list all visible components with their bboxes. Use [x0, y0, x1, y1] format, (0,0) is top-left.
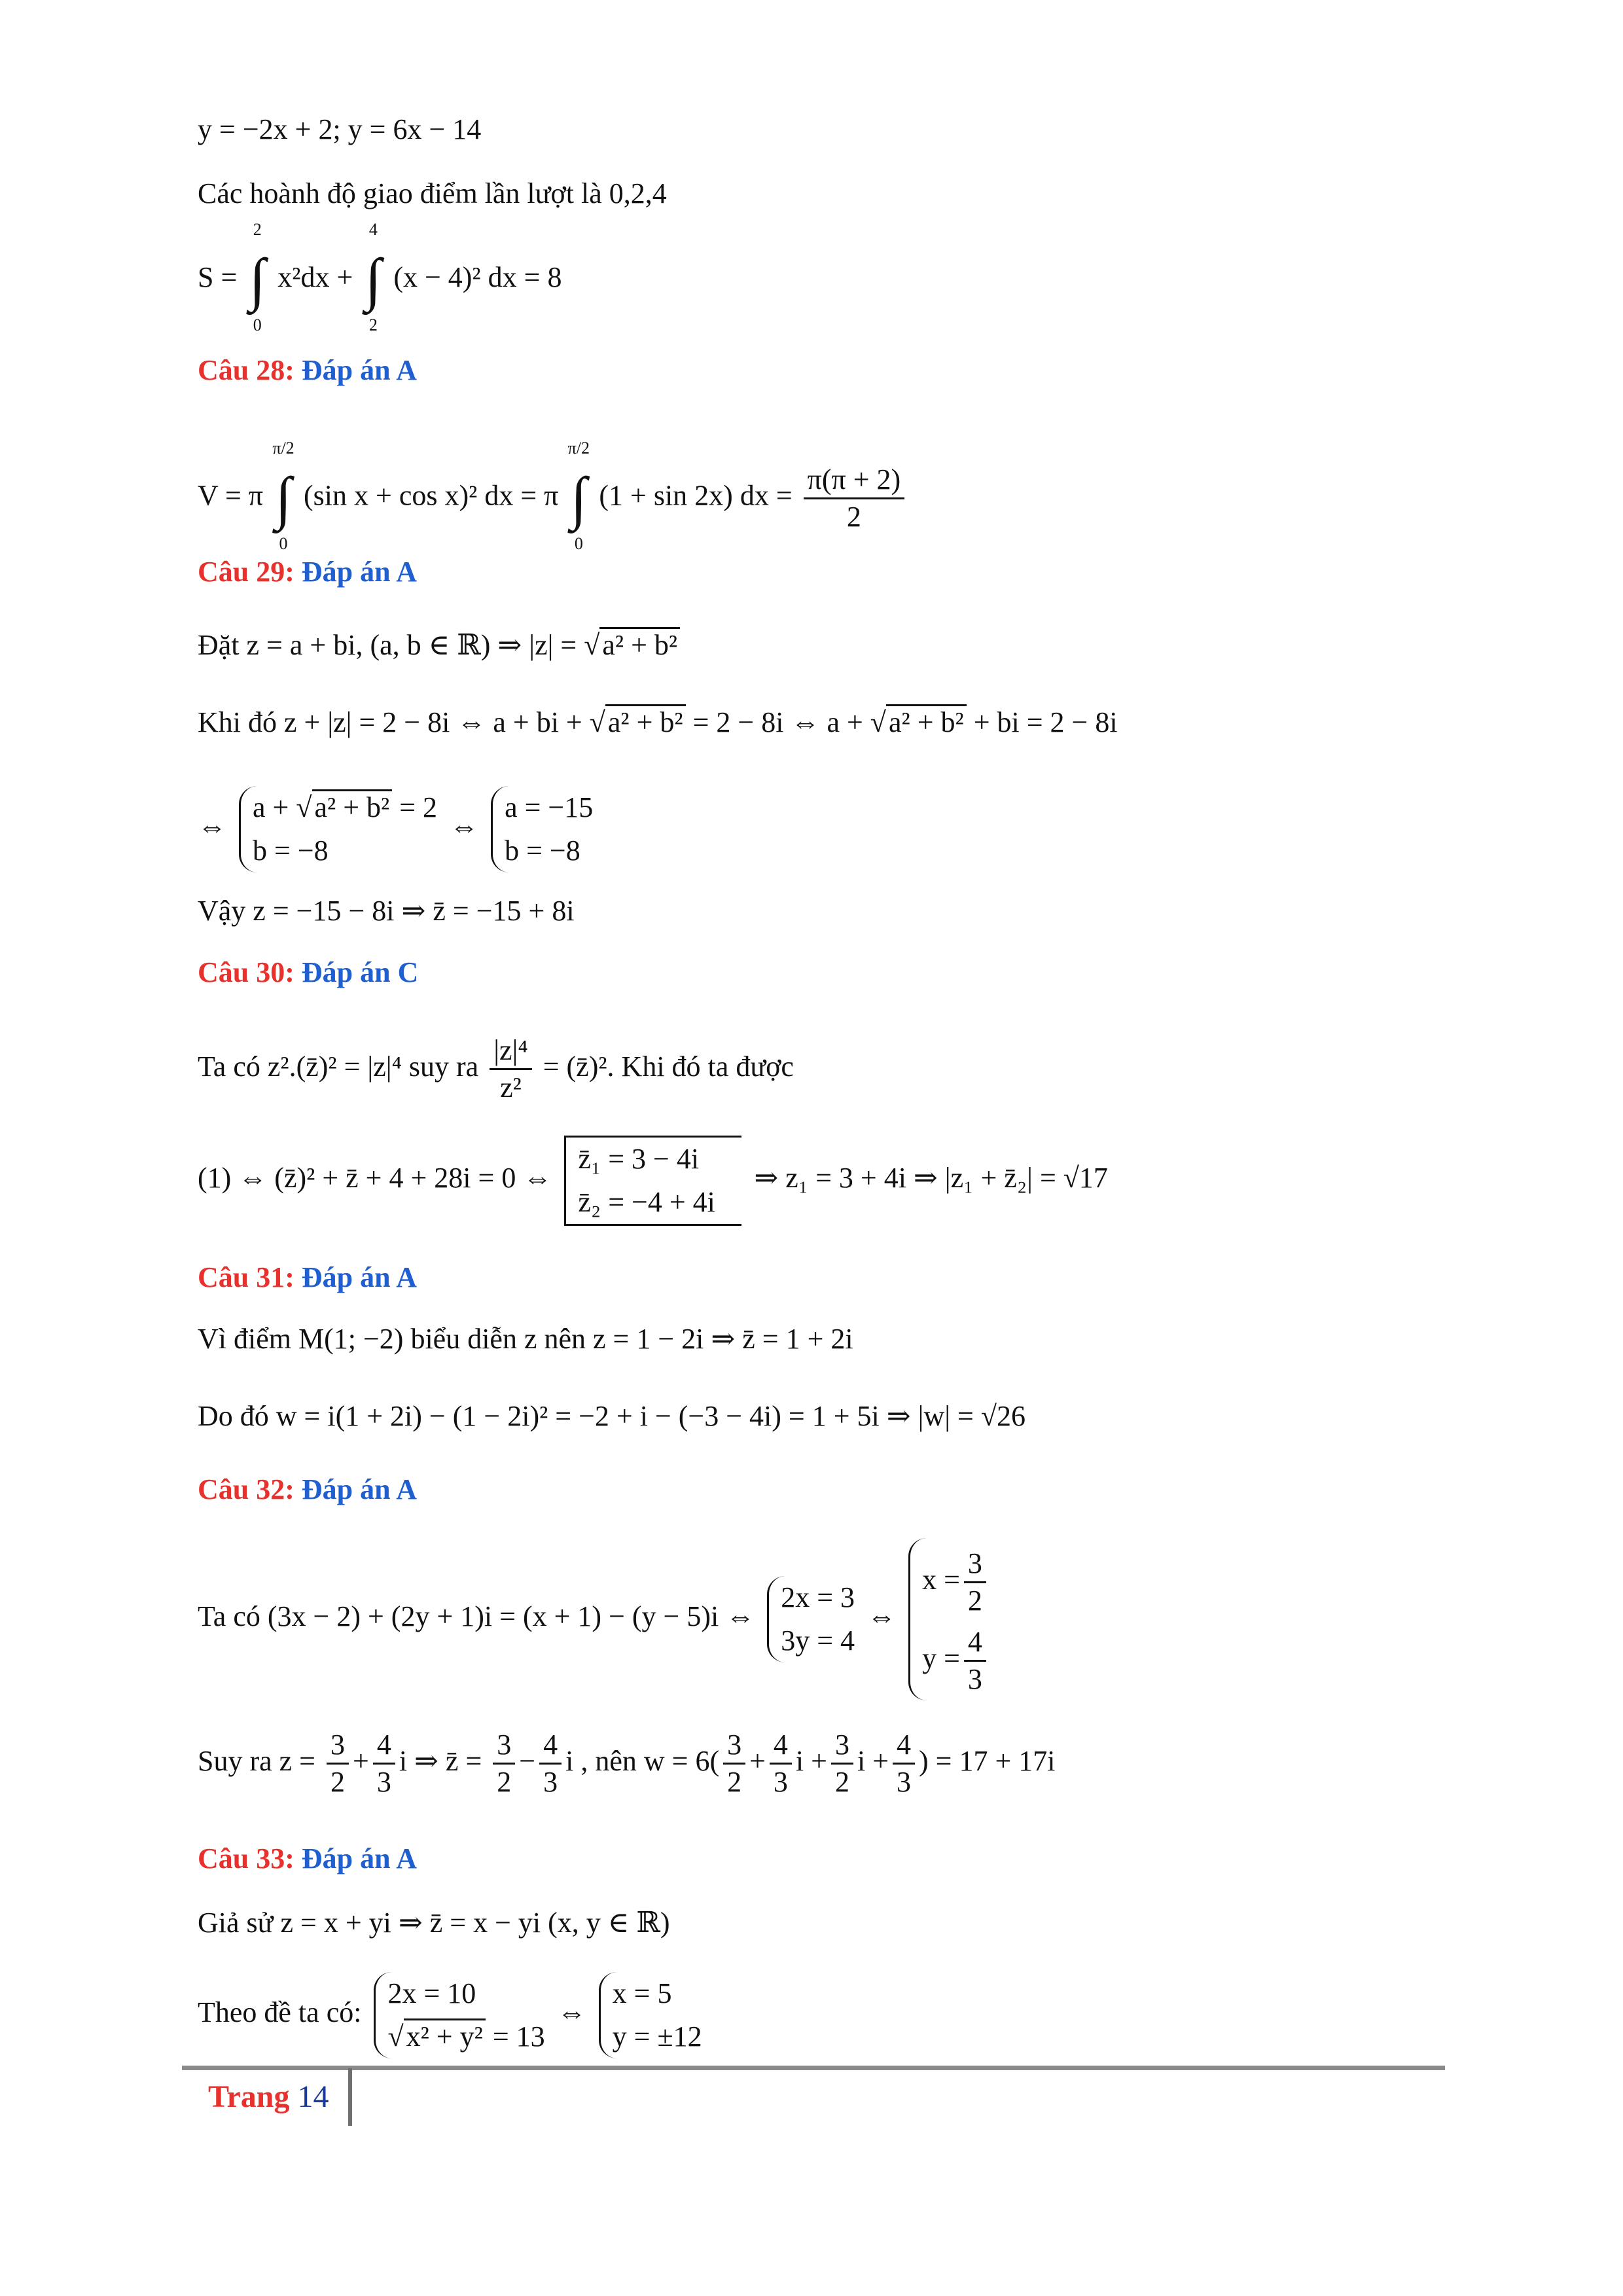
system-row: 2x = 10 [387, 1977, 476, 2009]
q32-text: ) = 17 + 17i [919, 1745, 1056, 1777]
fraction [493, 1727, 515, 1800]
q29-text: = 2 − 8i ⇔ a + √ [685, 706, 886, 738]
fraction-numerator: 4 [373, 1727, 395, 1765]
iff-symbol: ⇔ [557, 1996, 586, 2028]
fraction-numerator: 3 [964, 1546, 986, 1583]
volume-v: V = π [198, 479, 264, 512]
fraction-numerator: 3 [493, 1727, 515, 1765]
question-30-heading [198, 954, 418, 991]
question-28-heading [198, 352, 417, 389]
equation-lines: y = −2x + 2; y = 6x − 14 [198, 113, 482, 145]
volume-formula [198, 438, 908, 553]
q29-text: Đặt z = a + bi, (a, b ∈ ℝ) ⇒ |z| = √ [198, 629, 600, 661]
q32-text: i , nên w = 6( [565, 1745, 720, 1777]
system-brace [908, 1538, 990, 1700]
fraction [770, 1727, 792, 1800]
integral-lower: 0 [279, 533, 288, 553]
fraction-denominator: 3 [897, 1766, 912, 1799]
question-label: Câu 28: [198, 354, 294, 386]
row-fraction [964, 1624, 986, 1697]
question-32-heading [198, 1471, 417, 1508]
i-plus: i + [795, 1745, 827, 1777]
q30-text: Ta có z².(z̄)² = |z|⁴ suy ra [198, 1050, 479, 1083]
bracket-row: z̄₁ = 3 − 4i [578, 1142, 700, 1175]
integral-lower: 0 [574, 533, 583, 553]
question-label: Câu 30: [198, 956, 294, 988]
q31-line1: Vì điểm M(1; −2) biểu diễn z nên z = 1 − 2i ⇒ z̄ = 1 + 2i [198, 1323, 853, 1355]
q33-line2 [198, 1957, 707, 2068]
integral-lower: 0 [253, 315, 262, 334]
question-33-heading [198, 1840, 417, 1877]
fraction-numerator: 4 [893, 1727, 915, 1765]
question-label: Câu 33: [198, 1842, 294, 1874]
fraction-numerator: 4 [964, 1624, 986, 1662]
fraction-numerator: |z|⁴ [490, 1033, 532, 1070]
plus-sign: + [749, 1745, 766, 1777]
iff-symbol: ⇔ [867, 1600, 897, 1632]
fraction [723, 1727, 745, 1800]
row-text: a + √ [253, 791, 312, 823]
fraction-denominator: 2 [727, 1766, 742, 1799]
question-label: Câu 32: [198, 1473, 294, 1505]
q29-system [198, 778, 598, 876]
area-formula [198, 219, 562, 334]
q29-conclusion: Vậy z = −15 − 8i ⇒ z̄ = −15 + 8i [198, 895, 575, 927]
question-label: Câu 31: [198, 1261, 294, 1293]
q30-fraction [490, 1033, 532, 1105]
system-row: b = −8 [253, 834, 329, 867]
answer-label: Đáp án A [301, 1261, 417, 1293]
answer-label: Đáp án A [301, 1842, 417, 1874]
system-row: 2x = 3 [781, 1581, 855, 1613]
intersection-text: Các hoành độ giao điểm lần lượt là 0,2,4 [198, 177, 667, 209]
area-term2: (x − 4)² dx = 8 [393, 261, 562, 293]
row-text: √ [387, 2020, 404, 2053]
integral-symbol: ∫ 4 2 [360, 262, 386, 298]
solution-bracket [564, 1136, 741, 1226]
page-footer [208, 2079, 329, 2115]
fraction-numerator: 3 [831, 1727, 853, 1765]
system-row: 3y = 4 [781, 1624, 855, 1657]
system-brace [491, 786, 593, 872]
q32-text: i ⇒ z̄ = [399, 1745, 482, 1777]
q30-text: (1) ⇔ (z̄)² + z̄ + 4 + 28i = 0 ⇔ [198, 1162, 552, 1194]
q29-line2 [198, 704, 1118, 741]
fraction [831, 1727, 853, 1800]
sqrt-radicand: a² + b² [886, 704, 967, 738]
question-31-heading [198, 1259, 417, 1296]
page-label: Trang [208, 2079, 290, 2114]
integral-symbol: ∫ π/2 0 [270, 480, 296, 517]
system-row [922, 1619, 990, 1698]
integral-upper: π/2 [567, 438, 590, 457]
fraction-denominator: 2 [846, 501, 861, 533]
system-brace [239, 786, 437, 872]
system-brace [374, 1972, 544, 2058]
fraction-denominator: 2 [497, 1766, 512, 1799]
sqrt-radicand: x² + y² [404, 2018, 486, 2053]
system-row: y = ±12 [612, 2020, 702, 2053]
volume-term2: (1 + sin 2x) dx = [599, 479, 793, 512]
row-text: y = [922, 1641, 960, 1674]
q29-text: + bi = 2 − 8i [966, 706, 1118, 738]
row-text: = 2 [392, 791, 438, 823]
integral-upper: 2 [253, 219, 262, 239]
q31-line2: Do đó w = i(1 + 2i) − (1 − 2i)² = −2 + i − (−3 − 4i) = 1 + 5i ⇒ |w| = √26 [198, 1400, 1026, 1432]
bracket-row: z̄₂ = −4 + 4i [578, 1185, 715, 1218]
sqrt-radicand: a² + b² [605, 704, 686, 738]
q32-text: Suy ra z = [198, 1745, 315, 1777]
row-text: x = [922, 1563, 960, 1596]
iff-symbol: ⇔ [450, 810, 479, 842]
fraction-denominator: 3 [967, 1663, 982, 1696]
footer-vertical-divider [348, 2068, 352, 2126]
system-row [922, 1541, 990, 1619]
minus-sign: − [519, 1745, 536, 1777]
fraction [539, 1727, 562, 1800]
row-text: = 13 [485, 2020, 545, 2053]
answer-label: Đáp án C [301, 956, 419, 988]
fraction-denominator: 3 [773, 1766, 788, 1799]
fraction [893, 1727, 915, 1800]
system-row [387, 2015, 544, 2058]
integral-symbol: ∫ 2 0 [244, 262, 270, 298]
q32-line1 [198, 1532, 995, 1702]
system-row: x = 5 [612, 1977, 672, 2009]
fraction-numerator: 4 [770, 1727, 792, 1765]
answer-label: Đáp án A [301, 1473, 417, 1505]
fraction-denominator: 3 [376, 1766, 391, 1799]
fraction-denominator: 2 [834, 1766, 849, 1799]
q32-line2 [198, 1719, 1056, 1804]
fraction-numerator: 3 [723, 1727, 745, 1765]
plus-sign: + [353, 1745, 369, 1777]
page-number: 14 [297, 2079, 329, 2114]
fraction [373, 1727, 395, 1800]
footer-divider [182, 2066, 1445, 2070]
integral-symbol: ∫ π/2 0 [565, 480, 592, 517]
system-brace [767, 1576, 855, 1662]
fraction-numerator: π(π + 2) [804, 462, 905, 499]
q30-line1 [198, 1021, 794, 1113]
system-row: b = −8 [505, 834, 580, 867]
system-row [253, 786, 437, 829]
q32-text: Ta có (3x − 2) + (2y + 1)i = (x + 1) − (y − 5)i ⇔ [198, 1600, 755, 1632]
q30-line2 [198, 1132, 1108, 1226]
q29-text: Khi đó z + |z| = 2 − 8i ⇔ a + bi + √ [198, 706, 605, 738]
integral-upper: π/2 [272, 438, 294, 457]
sqrt-radicand: a² + b² [312, 789, 393, 823]
question-label: Câu 29: [198, 556, 294, 588]
system-row: a = −15 [505, 791, 594, 823]
i-plus: i + [857, 1745, 889, 1777]
system-brace [599, 1972, 702, 2058]
fraction-numerator: 3 [327, 1727, 349, 1765]
q33-line1: Giả sử z = x + yi ⇒ z̄ = x − yi (x, y ∈ ℝ) [198, 1907, 670, 1939]
fraction-denominator: 2 [967, 1585, 982, 1617]
row-fraction [964, 1546, 986, 1619]
q30-text: ⇒ z₁ = 3 + 4i ⇒ |z₁ + z̄₂| = √17 [754, 1162, 1108, 1194]
fraction-numerator: 4 [539, 1727, 562, 1765]
answer-label: Đáp án A [301, 354, 417, 386]
sqrt-radicand: a² + b² [599, 627, 680, 661]
question-29-heading [198, 554, 417, 590]
integral-upper: 4 [368, 219, 378, 239]
area-term1: x²dx + [277, 261, 353, 293]
integral-lower: 2 [368, 315, 378, 334]
q29-line1 [198, 627, 680, 664]
q30-text: = (z̄)². Khi đó ta được [543, 1050, 794, 1083]
fraction-denominator: 2 [330, 1766, 345, 1799]
fraction [327, 1727, 349, 1800]
fraction-denominator: z² [500, 1071, 522, 1104]
area-s: S = [198, 261, 238, 293]
volume-term1: (sin x + cos x)² dx = π [304, 479, 559, 512]
fraction-denominator: 3 [543, 1766, 558, 1799]
answer-label: Đáp án A [301, 556, 417, 588]
q33-text: Theo đề ta có: [198, 1996, 362, 2028]
iff-symbol: ⇔ [198, 810, 226, 842]
volume-fraction [804, 462, 905, 535]
